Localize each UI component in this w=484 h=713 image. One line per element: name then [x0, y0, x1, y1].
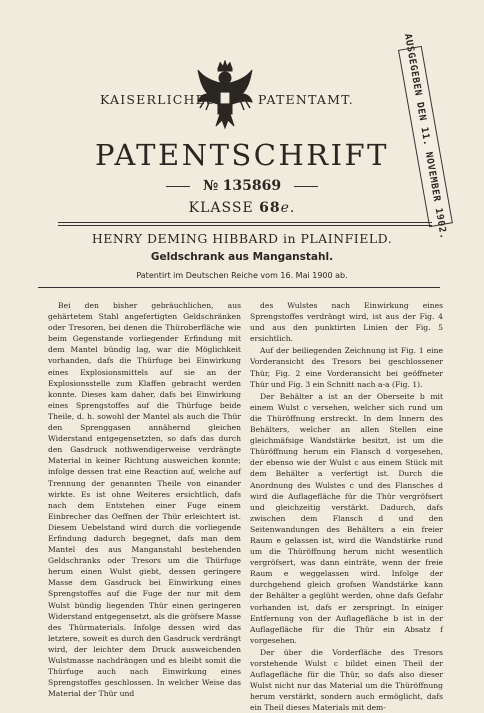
left-dash [166, 186, 190, 187]
class-suffix: e. [280, 200, 296, 216]
office-name-left: KAISERLICHES [100, 92, 216, 107]
paragraph: Der über die Vorderfläche des Tresors vorstehende Wulst c bildet einen Theil der Auflagefläche für die Thür, so dafs also dieser Wulst nicht nur das Material um die Thüröffnung herum verstärkt, sondern auch ermöglicht, dafs ein Theil dieses Materials mit dem- [250, 647, 443, 713]
body-divider [38, 287, 440, 288]
header-divider [58, 222, 432, 226]
body-column-right [250, 300, 443, 713]
patent-subject: Geldschrank aus Manganstahl. [150, 251, 334, 263]
paragraph: Bei den bisher gebräuchlichen, aus gehärtetem Stahl angefertigten Geldschränken oder Tresoren, bei denen die Thüroberfläche wie beim Gegenstande vorliegender Erfindung mit dem Mantel bündig lag, war die Möglichkeit vorhanden, dafs die Thürfuge bei Einwirkung eines Explosionsmittels auf sie an der Explosionsstelle zum Klaffen gebracht werden konnte. Dieses kam daher, dafs bei Einwirkung eines Sprengstoffes auf die Thürfuge beide Theile, d. h. sowohl der Mantel als auch die Thür den Sprenggasen annähernd gleichen Widerstand entgegensetzten, so dafs das durch den Gasdruck nothwendigerweise verdrängte Material in keiner Richtung ausweichen konnte; infolge dessen trat eine Reaction auf, welche auf Trennung der genannten Theile von einander wirkte. Es ist ohne Weiteres ersichtlich, dafs nach dem Entstehen einer Fuge einem Einbrecher das Oeffnen der Thür erleichtert ist. Diesem Uebelstand wird durch die vorliegende Erfindung dadurch begegnet, dafs man dem Mantel des aus Manganstahl bestehenden Geldschranks oder Tresors um die Thürfuge herum einen Wulst giebt, dessen geringere Masse dem Gasdruck bei Einwirkung eines Sprengstoffes auf die Fuge der nur mit dem Wulst bündig liegenden Thür einen geringeren Widerstand entgegensetzt, als die gröfsere Masse des Thürmaterials. Infolge dessen wird das letztere, soweit es durch den Gasdruck verdrängt wird, der leichter dem Druck ausweichenden Wulstmasse nachdrängen und es bleibt somit die Thürfuge auch nach Einwirkung eines Sprengstoffes geschlossen. In welcher Weise das Material der Thür und [48, 301, 241, 699]
office-name-right: PATENTAMT. [258, 92, 354, 107]
class-value: 68 [259, 200, 281, 216]
paragraph: Der Behälter a ist an der Oberseite b mit einem Wulst c versehen, welcher sich rund um die Thüröffnung erstreckt. In dem Innern des Behälters, welcher an allen Stellen eine gleichmäfsige Wandstärke besitzt, ist um die Thüröffnung herum ein Flansch d vorgesehen, der ebenso wie der Wulst c aus einem Stück mit dem Behälter a verfertigt ist. Durch die Anordnung des Wulstes c und des Flansches d wird die Auflagefläche für die Thür vergröfsert und gleichzeitig verstärkt. Dadurch, dafs zwischen dem Flansch d und den Seitenwandungen des Behälters a ein freier Raum e gelassen ist, wird die Wandstärke rund um die Thüröffnung herum nicht wesentlich vergröfsert, was dann einträte, wenn der freie Raum e weggelassen wird. Infolge der durchgehend gleich grofsen Wandstärke kann der Behälter a geglüht werden, ohne dafs Gefahr vorhanden ist, dafs er zerspringt. In einiger Entfernung von der Auflagefläche b ist in der Auflagefläche für die Thür ein Absatz f vorgesehen. [250, 391, 443, 645]
inventor-line: HENRY DEMING HIBBARD in PLAINFIELD. [91, 231, 393, 246]
document-title: PATENTSCHRIFT [94, 138, 390, 172]
patented-date-line: Patentirt im Deutschen Reiche vom 16. Mai 1900 ab. [136, 271, 348, 280]
patent-number: 135869 [222, 178, 282, 194]
paragraph: Auf der beiliegenden Zeichnung ist Fig. 1 eine Vorderansicht des Tresors bei geschlossener Thür, Fig. 2 eine Vorderansicht bei geöffneter Thür und Fig. 3 ein Schnitt nach a-a (Fig. 1). [250, 346, 443, 389]
class-label: KLASSE [188, 200, 254, 216]
issue-date-stamp-text: AUSGEGEBEN DEN 11. NOVEMBER 1902. [401, 32, 449, 241]
body-column-left [48, 300, 241, 699]
patent-number-row [0, 178, 484, 194]
patent-class-row [0, 200, 484, 216]
paragraph: des Wulstes nach Einwirkung eines Sprengstoffes verdrängt wird, ist aus der Fig. 4 und aus den punktirten Linien der Fig. 5 ersichtlich. [250, 301, 443, 344]
number-prefix: № [202, 178, 219, 194]
right-dash [294, 186, 318, 187]
